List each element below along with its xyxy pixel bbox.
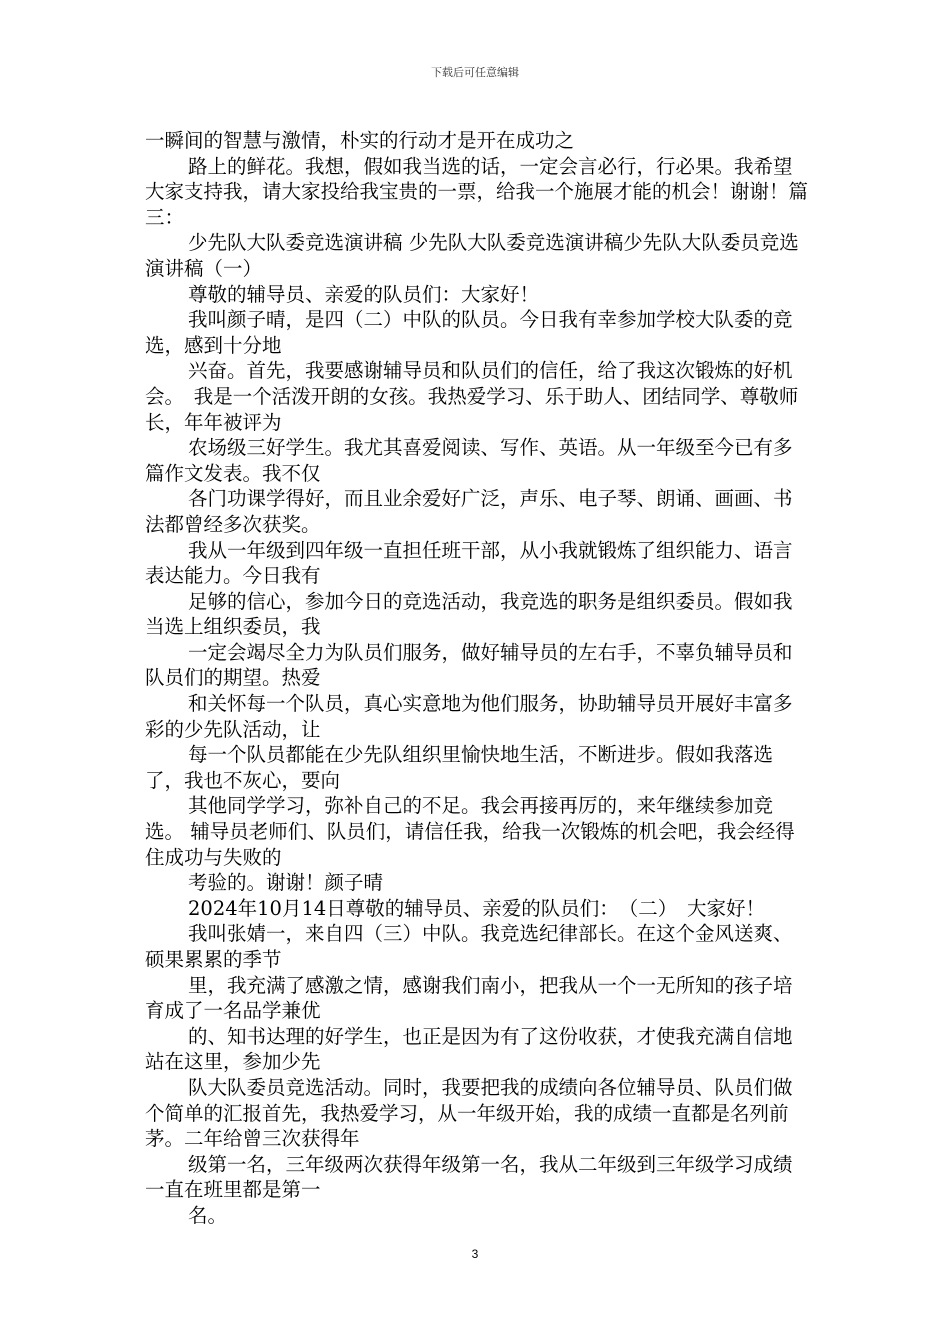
paragraph: 里，我充满了感激之情，感谢我们南小，把我从一个一无所知的孩子培育成了一名品学兼优 (145, 973, 793, 1023)
page-header: 下载后可任意编辑 (431, 66, 519, 79)
paragraph: 尊敬的辅导员、亲爱的队员们：大家好！ (188, 282, 540, 306)
paragraph: 考验的。谢谢！颜子晴 (188, 871, 384, 895)
paragraph: 我叫颜子晴，是四（二）中队的队员。今日我有幸参加学校大队委的竞选，感到十分地 (145, 308, 793, 357)
paragraph: 兴奋。首先，我要感谢辅导员和队员们的信任，给了我这次锻炼的好机会。 我是一个活泼开朗的女孩。我热爱学习、乐于助人、团结同学、尊敬师长，年年被评为 (145, 359, 799, 434)
paragraph: 各门功课学得好，而且业余爱好广泛，声乐、电子琴、朗诵、画画、书法都曾经多次获奖。 (145, 487, 793, 536)
paragraph: 少先队大队委竞选演讲稿 少先队大队委竞选演讲稿少先队大队委员竞选演讲稿（一） (145, 231, 799, 280)
paragraph: 每一个队员都能在少先队组织里愉快地生活，不断进步。假如我落选了，我也不灰心，要向 (145, 743, 774, 792)
paragraph: 一瞬间的智慧与激情，朴实的行动才是开在成功之 (145, 129, 575, 152)
paragraph: 农场级三好学生。我尤其喜爱阅读、写作、英语。从一年级至今已有多篇作文发表。我不仅 (145, 436, 793, 485)
paragraph: 其他同学学习，弥补自己的不足。我会再接再厉的，来年继续参加竞选。 辅导员老师们、队员们，请信任我，给我一次锻炼的机会吧，我会经得住成功与失败的 (145, 794, 795, 869)
paragraph: 和关怀每一个队员，真心实意地为他们服务，协助辅导员开展好丰富多彩的少先队活动，让 (145, 692, 793, 741)
paragraph: 我叫张婧一，来自四（三）中队。我竞选纪律部长。在这个金风送爽、硕果累累的季节 (145, 922, 793, 971)
paragraph: 名。 (188, 1203, 228, 1227)
paragraph: 路上的鲜花。我想，假如我当选的话，一定会言必行，行必果。我希望大家支持我，请大家投给我宝贵的一票，给我一个施展才能的机会！谢谢！篇三： (145, 154, 809, 229)
paragraph: 一定会竭尽全力为队员们服务，做好辅导员的左右手，不辜负辅导员和队员们的期望。热爱 (145, 640, 793, 690)
paragraph: 足够的信心，参加今日的竞选活动，我竞选的职务是组织委员。假如我当选上组织委员，我 (145, 589, 793, 639)
page-number: 3 (471, 1247, 479, 1261)
paragraph: 队大队委员竞选活动。同时，我要把我的成绩向各位辅导员、队员们做个简单的汇报首先，我热爱学习，从一年级开始，我的成绩一直都是名列前茅。二年给曾三次获得年 (145, 1075, 793, 1151)
paragraph: 的、知书达理的好学生，也正是因为有了这份收获，才使我充满自信地站在这里，参加少先 (145, 1024, 793, 1074)
paragraph: 级第一名，三年级两次获得年级第一名，我从二年级到三年级学习成绩一直在班里都是第一 (145, 1152, 793, 1202)
paragraph: 2024年10月14日尊敬的辅导员、亲爱的队员们： （二） 大家好！ (188, 896, 766, 920)
paragraph: 我从一年级到四年级一直担任班干部，从小我就锻炼了组织能力、语言表达能力。今日我有 (145, 538, 793, 588)
document-body (145, 128, 810, 1229)
